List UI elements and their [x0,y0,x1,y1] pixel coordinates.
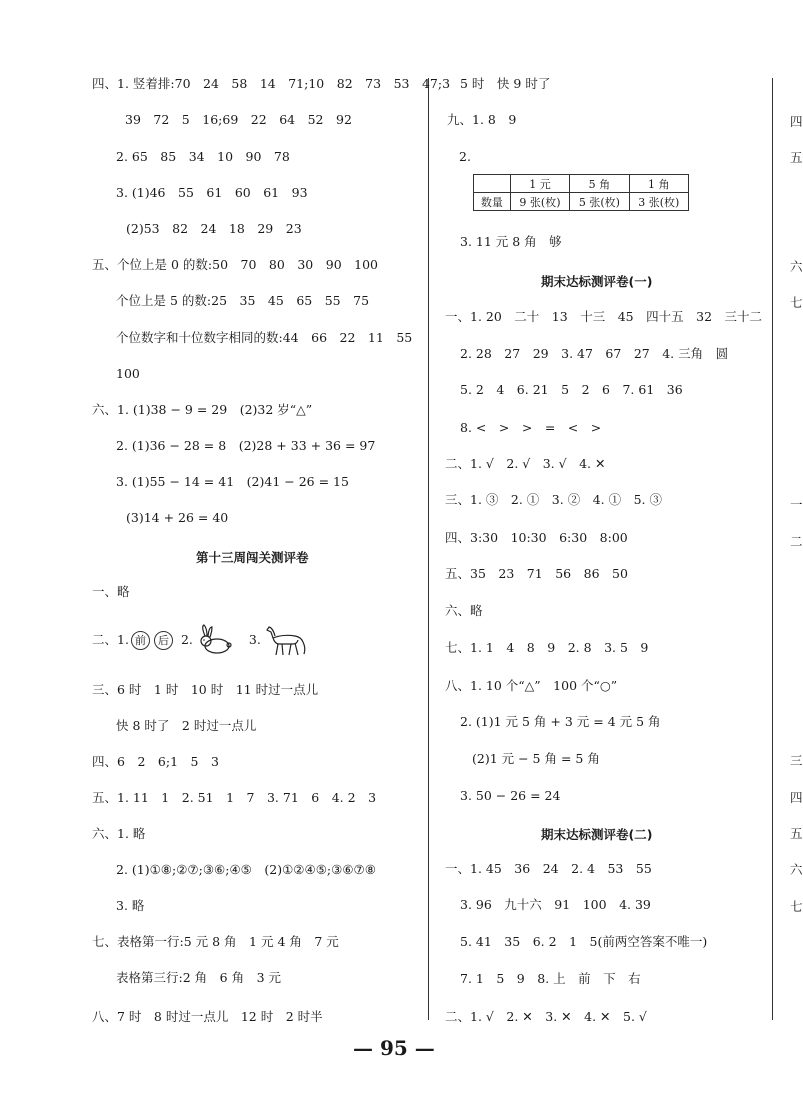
answer-line: 3. 略 [116,898,145,913]
answer-line: 一、略 [92,584,130,599]
table-cell: 9 张(枚) [510,193,569,211]
answer-line: 三、6 时 1 时 10 时 11 时过一点儿 [92,682,319,697]
table-cell: 3 张(枚) [629,193,688,211]
answer-line: 2. 28 27 29 3. 47 67 27 4. 三角 圆 [460,346,729,361]
answer-line-pictures [92,622,307,658]
answer-line: 六、略 [445,603,483,618]
edge-mark: 六 [790,862,803,877]
horse-icon [263,622,307,658]
answer-line: 39 72 5 16;69 22 64 52 92 [125,112,352,127]
page-number: — 95 — [353,1036,435,1060]
answer-line: 九、1. 8 9 [447,112,517,127]
answer-line: 五、35 23 71 56 86 50 [445,566,628,581]
answer-line: 七、表格第一行:5 元 8 角 1 元 4 角 7 元 [92,934,339,949]
table-cell: 1 元 [510,175,569,193]
answer-line: 5. 2 4 6. 21 5 2 6 7. 61 36 [460,382,683,397]
answer-line: 六、1. (1)38 − 9 = 29 (2)32 岁“△” [92,402,313,417]
table-cell: 1 角 [629,175,688,193]
answer-line: 四、1. 竖着排:70 24 58 14 71;10 82 73 53 47;3 [92,76,451,91]
answer-line: 2. (1)①⑧;②⑦;③⑥;④⑤ (2)①②④⑤;③⑥⑦⑧ [116,862,376,877]
answer-line: 表格第三行:2 角 6 角 3 元 [116,970,281,985]
answer-line: (2)53 82 24 18 29 23 [126,221,302,236]
answer-line: 2. [459,149,471,164]
question-part: 2. [180,632,193,647]
rabbit-icon [195,624,235,656]
answer-line: 2. 65 85 34 10 90 78 [116,149,290,164]
edge-mark: 六 [790,259,803,274]
answer-line: 个位数字和十位数字相同的数:44 66 22 11 55 [116,330,413,345]
answer-line: 2. (1)1 元 5 角 + 3 元 = 4 元 5 角 [460,714,661,729]
edge-mark: 三 [790,753,803,768]
answer-line: 一、1. 20 二十 13 十三 45 四十五 32 三十二 [445,309,763,324]
circled-answer: 后 [154,631,173,650]
answer-line: 100 [116,366,140,381]
section-heading: 第十三周闯关测评卷 [196,550,309,565]
answer-line: 五、个位上是 0 的数:50 70 80 30 90 100 [92,257,378,272]
answer-line: 5 时 快 9 时了 [460,76,551,91]
answer-line: 二、1. √ 2. ✕ 3. ✕ 4. ✕ 5. √ [445,1009,647,1024]
answer-line: 六、1. 略 [92,826,146,841]
answer-line: 三、1. ③ 2. ① 3. ② 4. ① 5. ③ [445,492,662,507]
answer-line: 二、1. √ 2. √ 3. √ 4. ✕ [445,456,606,471]
answer-line: 个位上是 5 的数:25 35 45 65 55 75 [116,293,370,308]
answer-line: 3. (1)55 − 14 = 41 (2)41 − 26 = 15 [116,474,349,489]
edge-mark: 七 [790,899,803,914]
answer-line: 5. 41 35 6. 2 1 5(前两空答案不唯一) [460,934,708,949]
answer-line: 8. < > > = < > [460,420,602,435]
answer-line: 3. 11 元 8 角 够 [460,234,562,249]
answer-line: 四、3:30 10:30 6:30 8:00 [445,530,628,545]
section-heading: 期末达标测评卷(一) [541,274,653,289]
column-divider-right [772,78,773,1020]
edge-mark: 五 [790,150,803,165]
answer-line: 七、1. 1 4 8 9 2. 8 3. 5 9 [445,640,649,655]
circled-answer: 前 [131,631,150,650]
edge-mark: 五 [790,826,803,841]
question-part: 3. [248,632,261,647]
section-heading: 期末达标测评卷(二) [541,827,653,842]
answer-line: 四、6 2 6;1 5 3 [92,754,219,769]
answer-line: 八、7 时 8 时过一点儿 12 时 2 时半 [92,1009,323,1024]
answer-line: 八、1. 10 个“△” 100 个“○” [445,678,618,693]
edge-mark: 七 [790,295,803,310]
edge-mark: 二 [790,534,803,549]
question-prefix: 二、1. [92,632,129,647]
table-header-row [474,175,689,193]
answer-line: 一、1. 45 36 24 2. 4 53 55 [445,861,652,876]
money-table [473,174,689,211]
answer-line: 快 8 时了 2 时过一点儿 [116,718,257,733]
edge-mark: 一 [790,497,803,512]
edge-mark: 四 [790,790,803,805]
answer-line: 3. 96 九十六 91 100 4. 39 [460,897,651,912]
clipped-next-column [778,0,803,1099]
answer-line: 五、1. 11 1 2. 51 1 7 3. 71 6 4. 2 3 [92,790,377,805]
answer-line: 3. 50 − 26 = 24 [460,788,561,803]
table-row [474,193,689,211]
table-cell: 5 张(枚) [570,193,629,211]
right-column [429,0,772,1099]
edge-mark: 四 [790,114,803,129]
answer-line: (3)14 + 26 = 40 [126,510,229,525]
table-cell: 5 角 [570,175,629,193]
answer-line: (2)1 元 − 5 角 = 5 角 [472,751,600,766]
answer-line: 2. (1)36 − 28 = 8 (2)28 + 33 + 36 = 97 [116,438,376,453]
table-cell [474,175,511,193]
answer-line: 7. 1 5 9 8. 上 前 下 右 [460,971,641,986]
table-cell: 数量 [474,193,511,211]
answer-line: 3. (1)46 55 61 60 61 93 [116,185,308,200]
